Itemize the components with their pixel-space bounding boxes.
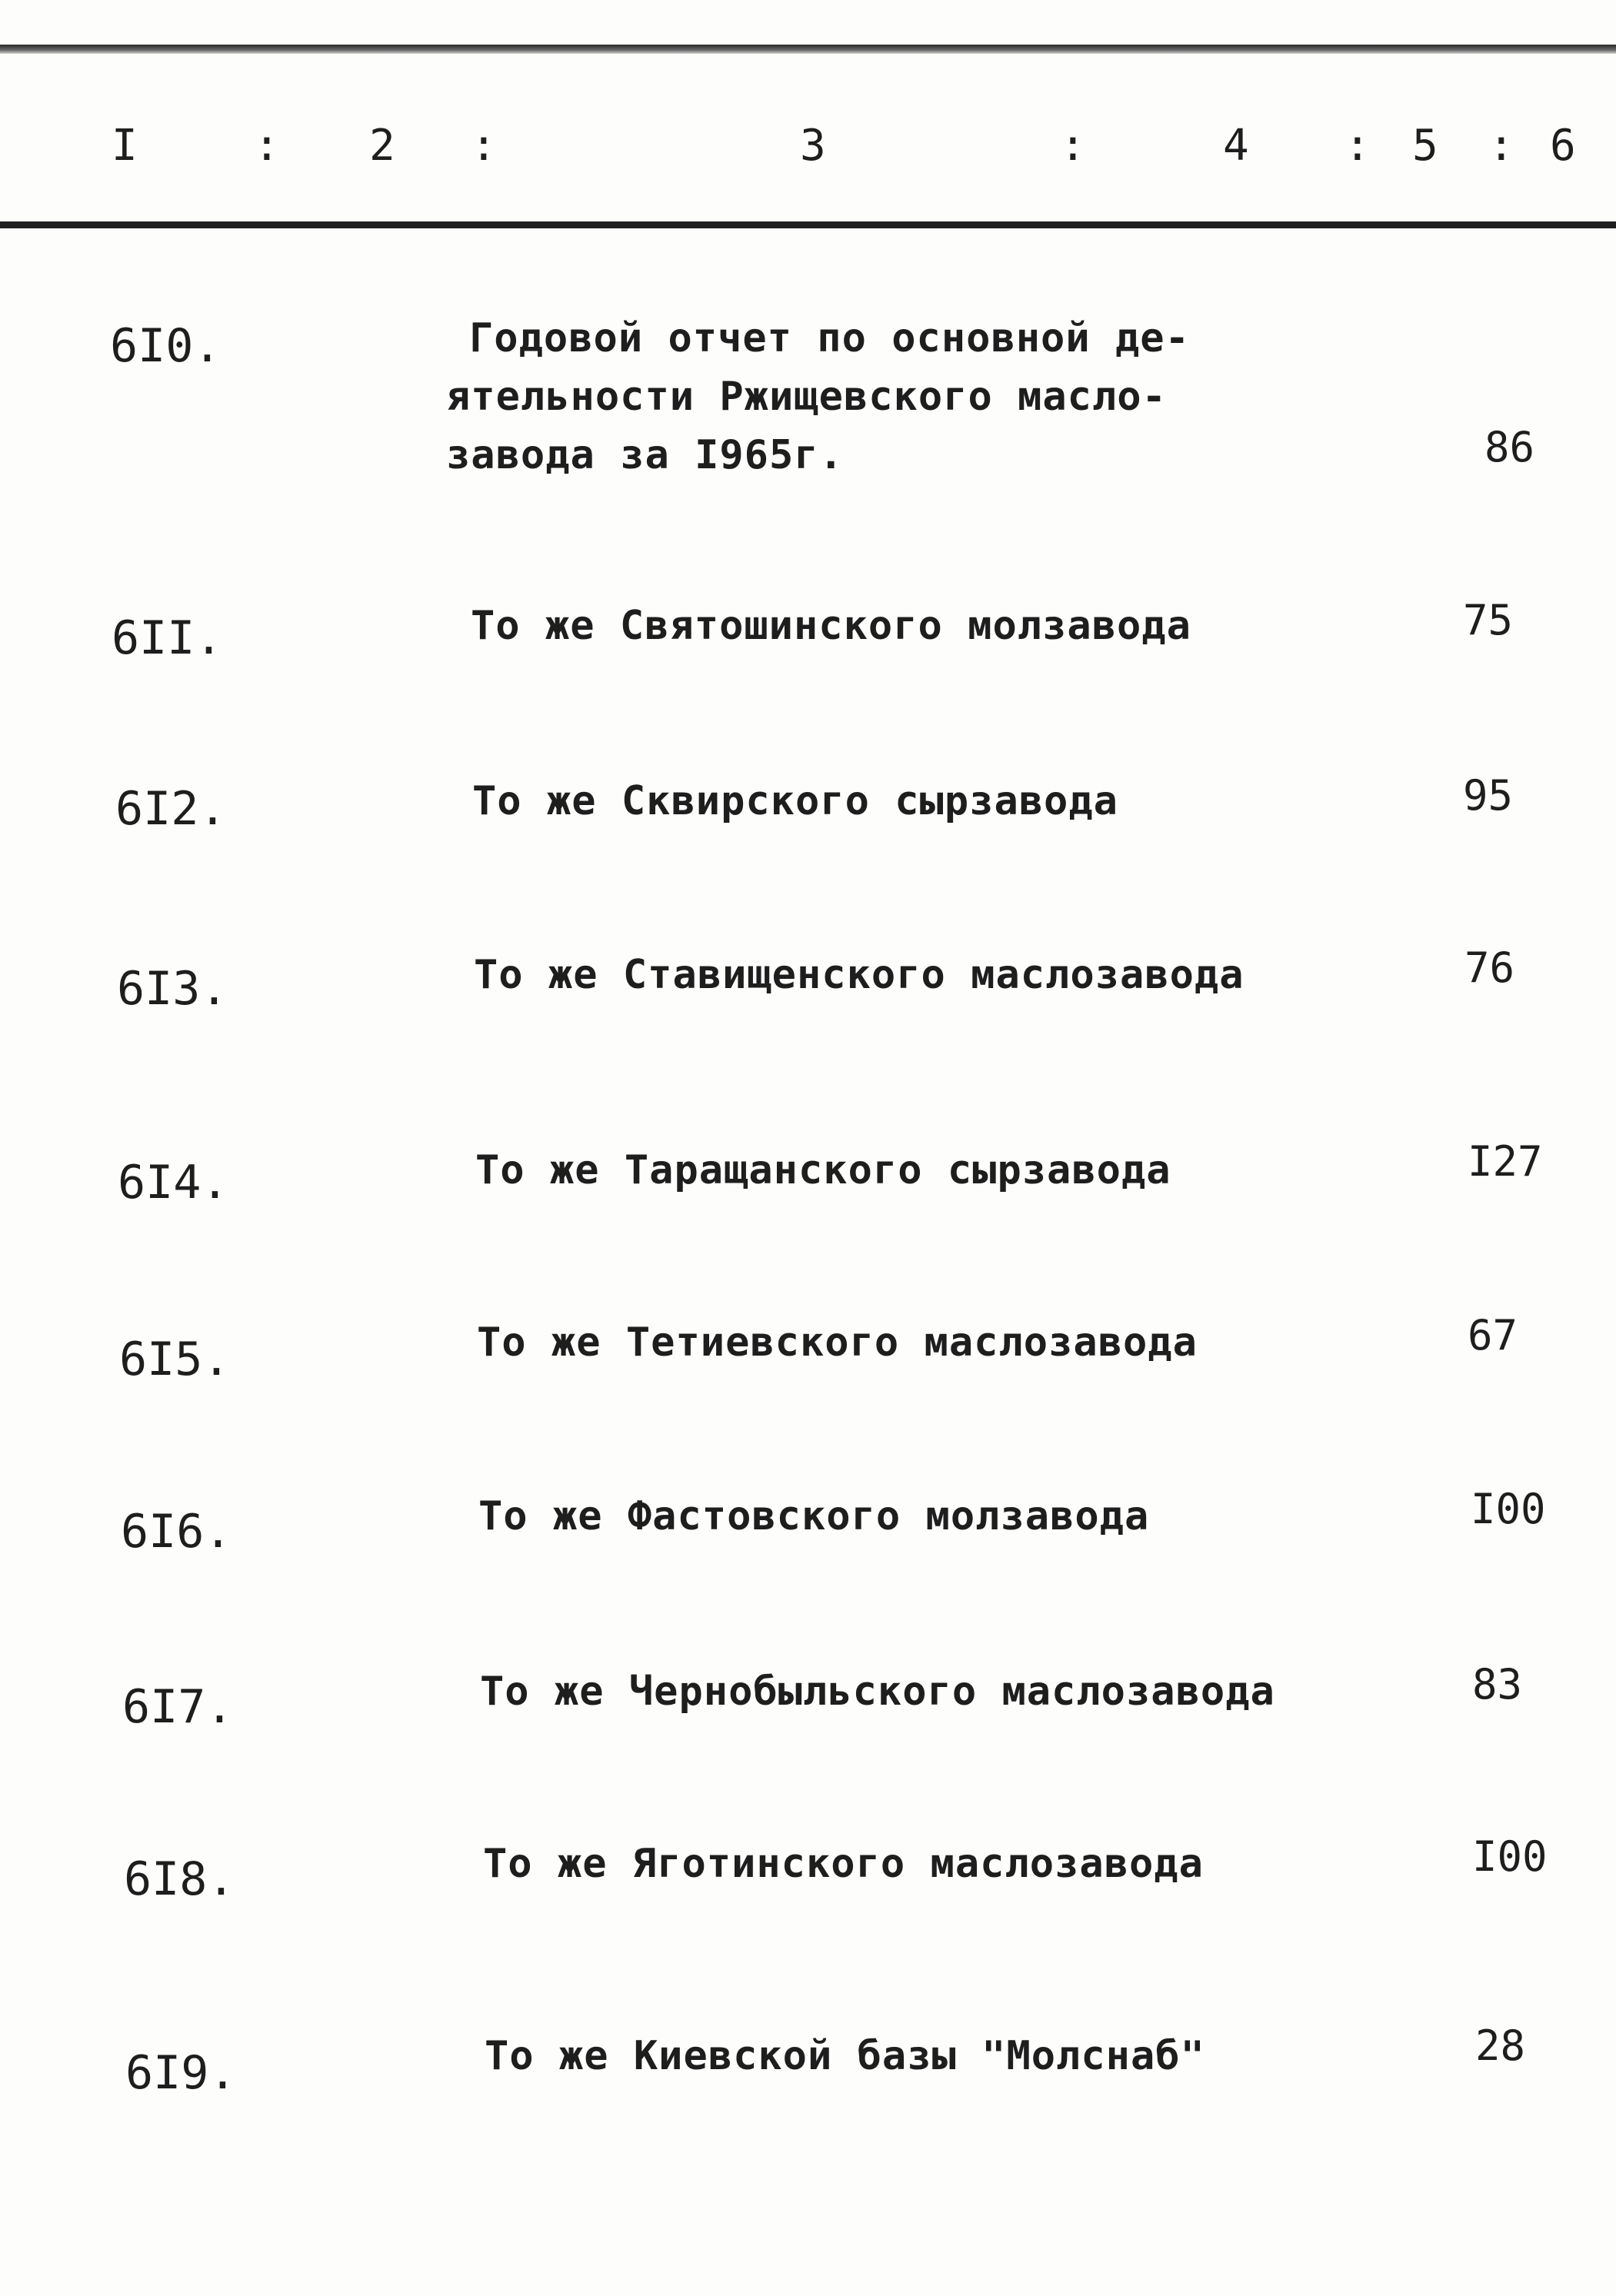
row-title: То же Святошинского молзавода	[471, 603, 1191, 649]
header-col-6: 6	[1550, 121, 1576, 171]
row-title: То же Тетиевского маслозавода	[477, 1319, 1198, 1366]
header-separator: :	[471, 121, 497, 171]
row-number: 6I8.	[124, 1852, 235, 1906]
row-pages: 86	[1484, 423, 1535, 471]
row-number: 6I9.	[125, 2046, 237, 2100]
row-pages: I27	[1468, 1137, 1543, 1186]
header-separator: :	[254, 121, 280, 171]
header-separator: :	[1060, 121, 1086, 171]
row-pages: 67	[1468, 1311, 1518, 1359]
header-rule	[0, 221, 1616, 228]
row-number: 6I2.	[115, 782, 227, 836]
row-number: 6I4.	[118, 1156, 229, 1210]
row-title-line: ятельности Ржищевского масло-	[446, 374, 1167, 420]
row-pages: I00	[1471, 1485, 1546, 1533]
row-title	[446, 309, 1190, 484]
row-pages: 75	[1463, 596, 1514, 644]
row-title-line: завода за I965г.	[446, 432, 844, 478]
header-col-1: I	[112, 121, 138, 171]
header-separator: :	[1488, 121, 1514, 171]
row-title: То же Фастовского молзавода	[478, 1493, 1150, 1539]
row-title: То же Сквирского сырзавода	[472, 778, 1118, 824]
header-col-2: 2	[369, 121, 395, 171]
row-number: 6I5.	[119, 1333, 231, 1386]
header-col-4: 4	[1223, 121, 1249, 171]
row-number: 6I6.	[121, 1505, 232, 1559]
row-pages: I00	[1472, 1832, 1548, 1881]
row-pages: 83	[1472, 1660, 1523, 1709]
row-pages: 28	[1475, 2021, 1526, 2070]
row-number: 6II.	[112, 611, 223, 665]
header-col-5: 5	[1412, 121, 1438, 171]
row-number: 6I7.	[122, 1680, 234, 1734]
row-pages: 95	[1463, 771, 1514, 820]
row-title: То же Таращанского сырзавода	[475, 1147, 1171, 1193]
row-number: 6I0.	[110, 319, 222, 373]
header-separator: :	[1344, 121, 1371, 171]
row-pages: 76	[1464, 943, 1515, 992]
row-title: То же Ставищенского маслозавода	[474, 952, 1244, 998]
row-number: 6I3.	[117, 962, 228, 1016]
row-title: То же Чернобыльского маслозавода	[480, 1669, 1275, 1715]
header-col-3: 3	[800, 121, 826, 171]
row-title: То же Яготинского маслозавода	[483, 1841, 1204, 1887]
row-title-line: Годовой отчет по основной де-	[469, 315, 1190, 361]
row-title: То же Киевской базы "Молснаб"	[485, 2033, 1205, 2079]
top-rule	[0, 45, 1616, 54]
